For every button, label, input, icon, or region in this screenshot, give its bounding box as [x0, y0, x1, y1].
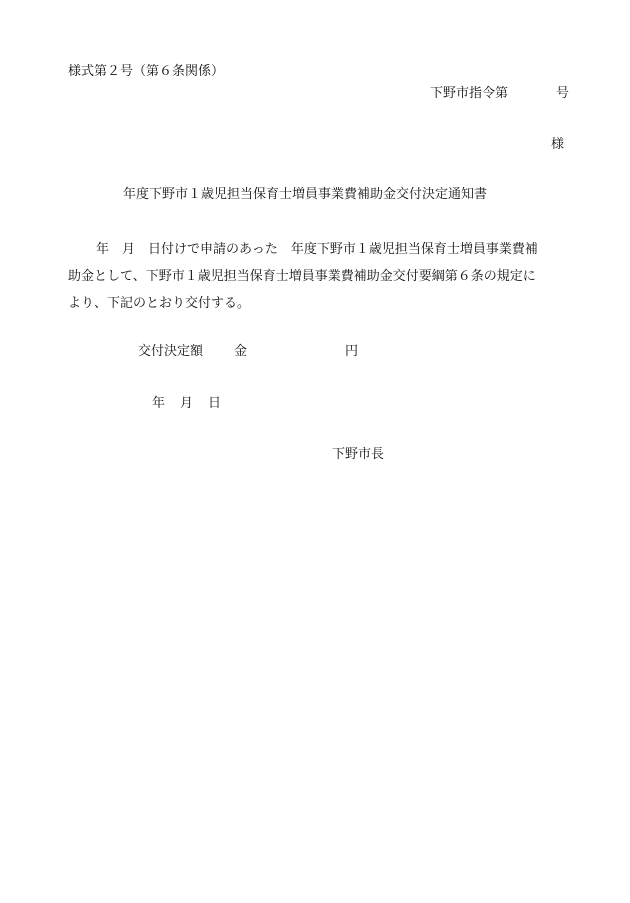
form-number-label: 様式第２号（第６条関係）	[68, 64, 225, 79]
body-line-2: 助金として、下野市１歳児担当保育士増員事業費補助金交付要綱第６条の規定に	[68, 269, 536, 284]
addressee-honorific: 様	[551, 137, 565, 152]
document-number-suffix: 号	[556, 86, 570, 101]
body-line-1: 年 月 日付けで申請のあった 年度下野市１歳児担当保育士増員事業費補	[96, 242, 538, 257]
body-line-3: より、下記のとおり交付する。	[68, 296, 251, 311]
body-paragraph	[68, 236, 568, 317]
grant-amount-label: 交付決定額	[138, 344, 204, 359]
issue-date-day: 日	[208, 396, 222, 411]
issue-date-month: 月	[180, 396, 194, 411]
document-number-prefix: 下野市指令第	[430, 86, 509, 101]
signer-title: 下野市長	[332, 447, 385, 462]
grant-amount-yen: 円	[345, 344, 359, 359]
document-title: 年度下野市１歳児担当保育士増員事業費補助金交付決定通知書	[123, 187, 488, 202]
issue-date-year: 年	[152, 396, 166, 411]
grant-amount-kin: 金	[234, 344, 248, 359]
